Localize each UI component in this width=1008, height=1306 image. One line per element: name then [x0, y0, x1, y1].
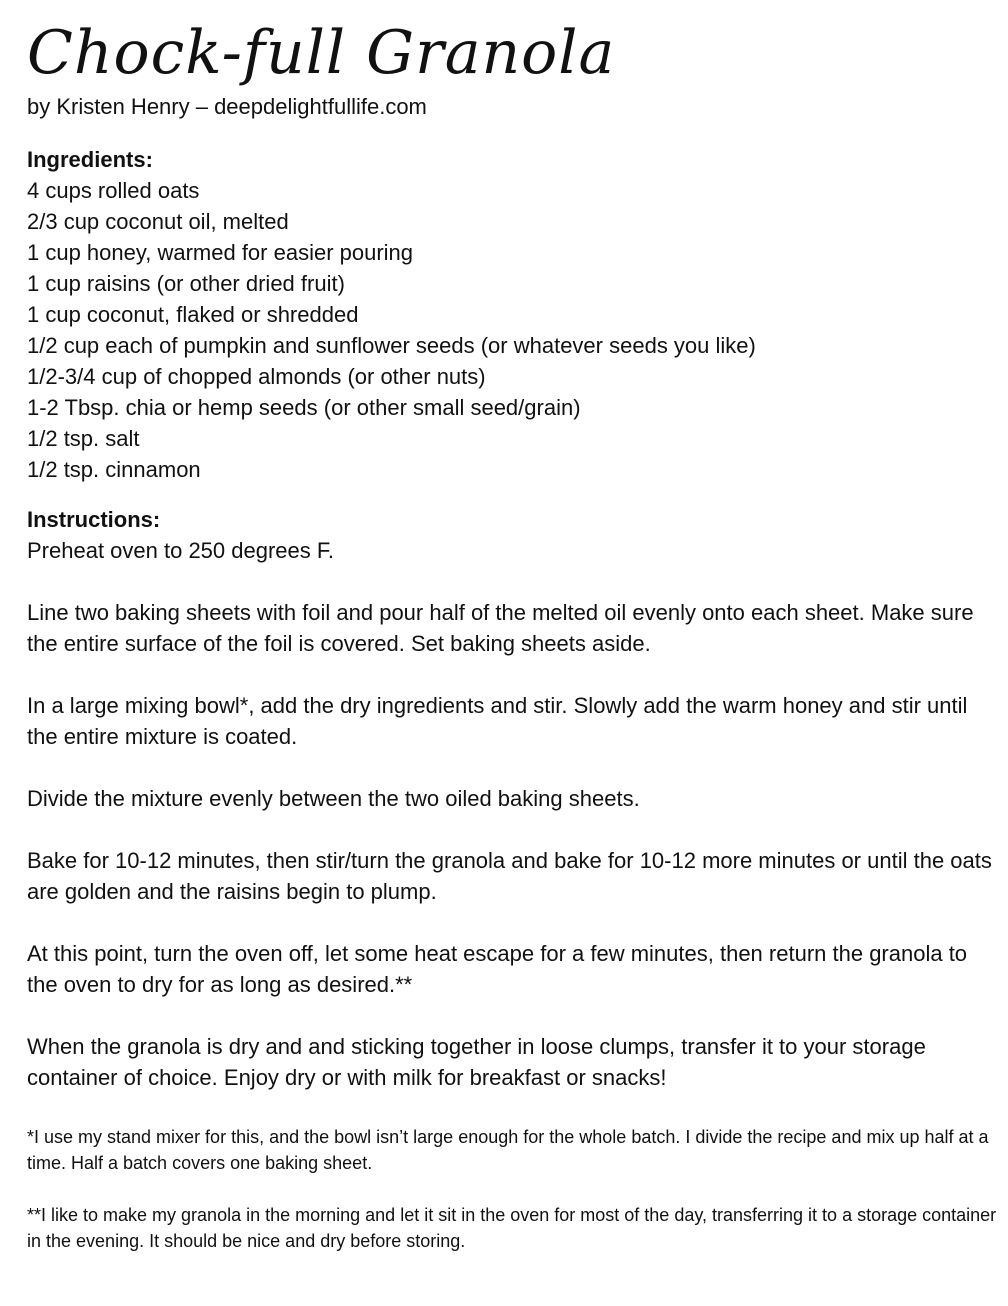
author-byline: by Kristen Henry – deepdelightfullife.com — [27, 94, 427, 119]
instruction-step: At this point, turn the oven off, let some heat escape for a few minutes, then return the granola to the oven to dry for as long as desired.** — [27, 941, 968, 997]
ingredient-item: 4 cups rolled oats — [27, 178, 200, 203]
instruction-step: In a large mixing bowl*, add the dry ingredients and stir. Slowly add the warm honey and stir until the entire mixture is coated. — [27, 693, 968, 749]
instruction-step: Divide the mixture evenly between the two oiled baking sheets. — [27, 786, 640, 811]
recipe-title: Chock-full Granola — [27, 18, 616, 88]
instruction-step: When the granola is dry and and sticking together in loose clumps, transfer it to your storage container of choice. Enjoy dry or with milk for breakfast or snacks! — [27, 1034, 926, 1090]
instruction-step: Line two baking sheets with foil and pour half of the melted oil evenly onto each sheet. Make sure the entire surface of the foil is covered. Set baking sheets aside. — [27, 600, 974, 656]
instructions-heading: Instructions: — [27, 507, 161, 532]
footnote-drying: **I like to make my granola in the morning and let it sit in the oven for most of the day, transferring it to a storage container in the evening. It should be nice and dry before storing. — [27, 1205, 997, 1251]
ingredient-item: 1 cup honey, warmed for easier pouring — [27, 240, 414, 265]
ingredient-item: 1/2 cup each of pumpkin and sunflower seeds (or whatever seeds you like) — [27, 333, 756, 358]
instruction-step: Bake for 10-12 minutes, then stir/turn the granola and bake for 10-12 more minutes or until the oats are golden and the raisins begin to plump. — [27, 848, 992, 904]
ingredient-item: 1/2 tsp. cinnamon — [27, 457, 201, 482]
ingredient-item: 1/2-3/4 cup of chopped almonds (or other nuts) — [27, 364, 486, 389]
recipe-page — [27, 14, 997, 1280]
ingredient-item: 1 cup raisins (or other dried fruit) — [27, 271, 345, 296]
ingredient-item: 1-2 Tbsp. chia or hemp seeds (or other small seed/grain) — [27, 395, 581, 420]
footnote-mixer: *I use my stand mixer for this, and the bowl isn’t large enough for the whole batch. I divide the recipe and mix up half at a time. Half a batch covers one baking sheet. — [27, 1127, 989, 1173]
ingredient-item: 1/2 tsp. salt — [27, 426, 140, 451]
ingredient-item: 2/3 cup coconut oil, melted — [27, 209, 289, 234]
instruction-step: Preheat oven to 250 degrees F. — [27, 538, 334, 563]
ingredients-list — [27, 175, 997, 485]
ingredients-heading: Ingredients: — [27, 147, 153, 172]
ingredient-item: 1 cup coconut, flaked or shredded — [27, 302, 359, 327]
